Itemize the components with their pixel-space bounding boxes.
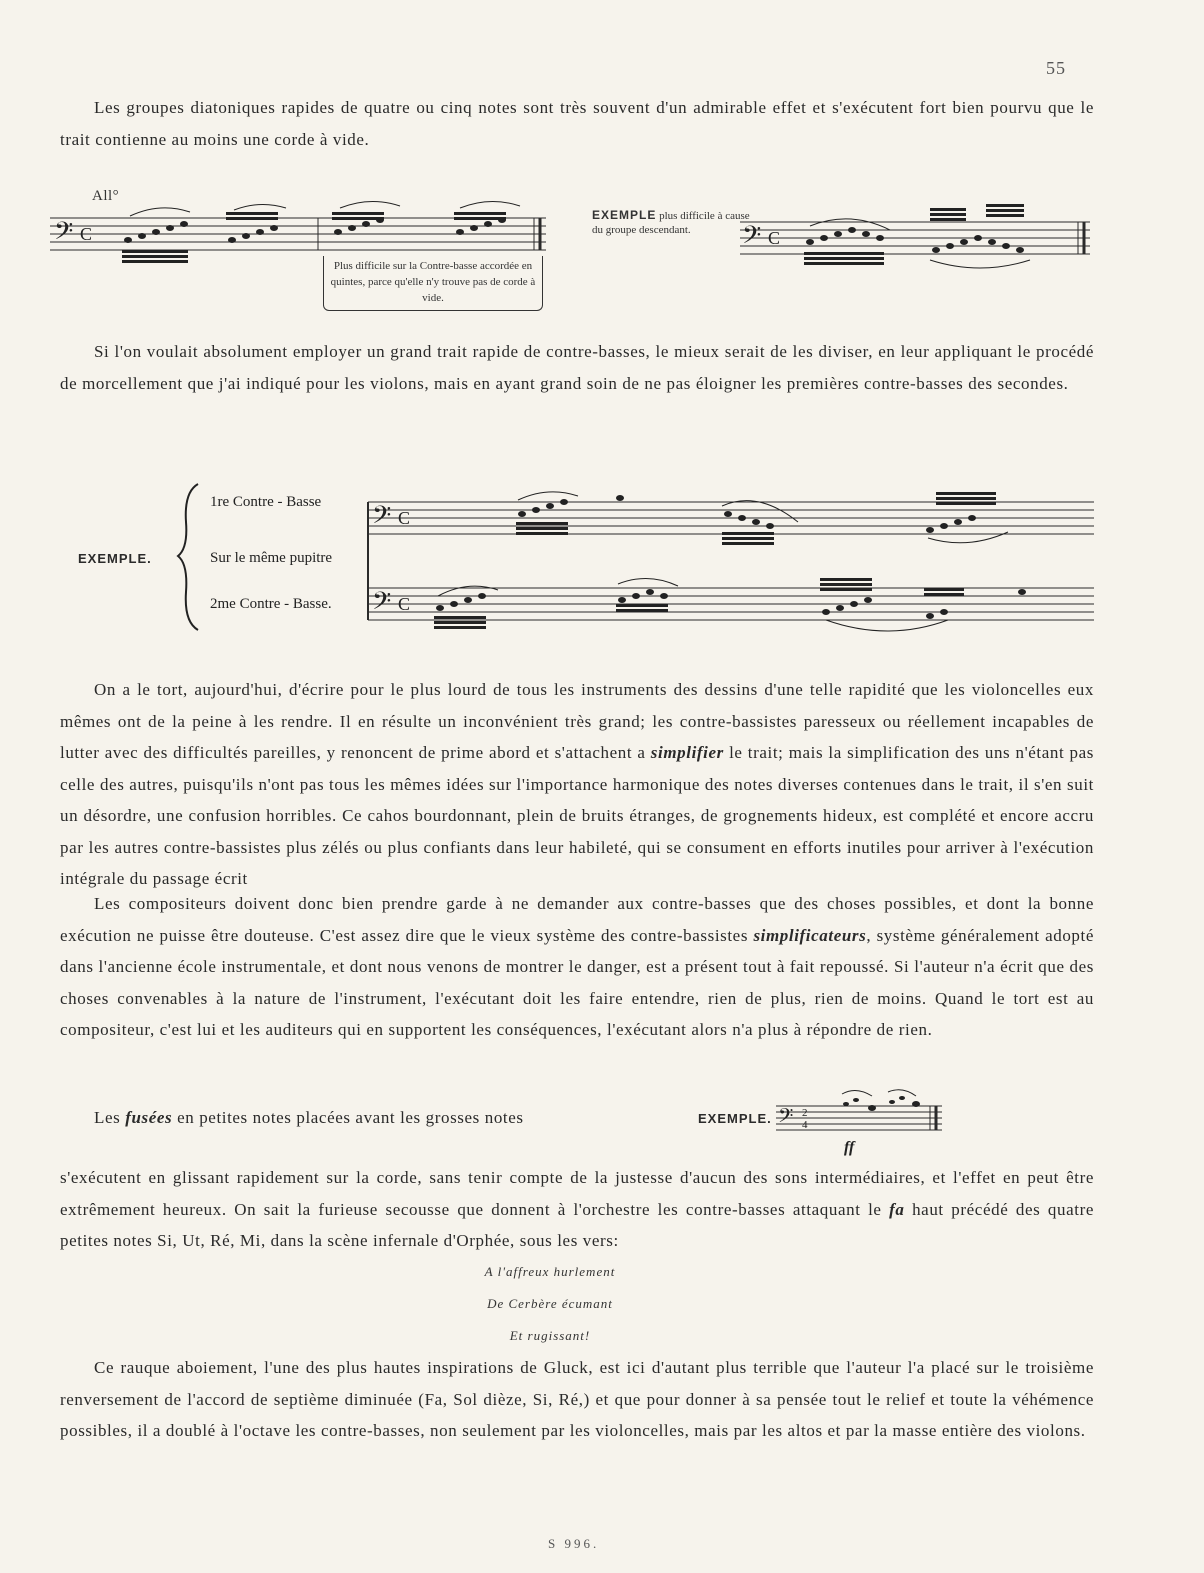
svg-text:C: C xyxy=(768,228,781,248)
emphasis-simplifier: simplifier xyxy=(650,743,724,762)
svg-text:𝄢: 𝄢 xyxy=(372,502,392,535)
svg-text:𝄢: 𝄢 xyxy=(372,588,392,621)
svg-text:C: C xyxy=(398,594,411,614)
brace xyxy=(176,482,206,632)
svg-text:𝄢: 𝄢 xyxy=(778,1106,794,1132)
paragraph-rapid-passages: On a le tort, aujourd'hui, d'écrire pour le plus lourd de tous les instruments des dessins d'une telle rapidité que les violoncelles eux mêmes ont de la peine à les rendre. Il en résulte un inconvénient très grand; les contre-bassistes paresseux ou réellement incapables de lutter avec des difficultés pareilles, y renoncent de prime abord et s'attachent a simplifier le trait; mais la simplification des uns n'étant pas celle des autres, puisqu'ils n'ont pas tous les mêmes idées sur l'importance harmonique des notes diverses contenues dans le trait, il s'en suit un désordre, une confusion horribles. Ce cahos bourdonnant, plein de bruits étranges, de grognements hideux, est complété et encore accru par les autres contre-bassistes plus zélés ou plus confiants dans leur habileté, qui se consument en efforts inutiles pour arriver à l'exécution intégrale du passage écrit xyxy=(60,680,1094,888)
paragraph-diatonic-groups: Les groupes diatoniques rapides de quatre ou cinq notes sont très souvent d'un admirable effet et s'exécutent fort bien pourvu que le trait contienne au moins une corde à vide. xyxy=(60,98,1094,149)
plate-number: S 996. xyxy=(548,1536,600,1551)
tempo-marking: All° xyxy=(92,188,120,204)
example-4-label: EXEMPLE. xyxy=(698,1111,772,1126)
dynamic-marking: ff xyxy=(844,1139,855,1156)
example-2-note: plus difficile à cause du groupe descendant. xyxy=(592,210,750,236)
verse-line-1: A l'affreux hurlement xyxy=(484,1264,616,1279)
svg-text:𝄢: 𝄢 xyxy=(54,218,74,251)
svg-text:C: C xyxy=(80,224,93,244)
part-middle-label: Sur le même pupitre xyxy=(210,550,333,566)
paragraph-fusees: Les fusées en petites notes placées avant les grosses notes xyxy=(94,1108,524,1127)
example-3-label: EXEMPLE. xyxy=(78,551,152,566)
music-staff-example-2 xyxy=(740,214,1090,274)
emphasis-fa: fa xyxy=(889,1199,905,1219)
paragraph-glissando: s'exécutent en glissant rapidement sur la corde, sans tenir compte de la justesse d'aucun des sons intermédiaires, et l'effet en peut être extrêmement heureux. On sait la furieuse secousse que donnent à l'orchestre les contre-basses attaquant le fa haut précédé des quatre petites notes Si, Ut, Ré, Mi, dans la scène infernale d'Orphée, sous les vers: xyxy=(60,1168,1094,1250)
part-2-label: 2me Contre - Basse. xyxy=(210,596,332,612)
svg-text:4: 4 xyxy=(802,1119,808,1131)
difficulty-note-box: Plus difficile sur la Contre-basse accordée en quintes, parce qu'elle n'y trouve pas de corde à vide. xyxy=(323,256,543,311)
music-staff-example-3 xyxy=(368,492,1098,632)
verse-line-2: De Cerbère écumant xyxy=(487,1296,613,1311)
emphasis-simplificateurs: simplificateurs xyxy=(753,925,867,945)
svg-text:2: 2 xyxy=(802,1107,808,1119)
paragraph-gluck: Ce rauque aboiement, l'une des plus hautes inspirations de Gluck, est ici d'autant plus terrible que l'auteur l'a placé sur le troisième renversement de l'accord de septième diminuée (Fa, Sol dièze, Si, Ré,) et que pour donner à sa pensée tout le relief et toute la véhémence possibles, il a doublé à l'octave les contre-basses, non seulement par les violoncelles, mais par les altos et par la masse entière des violons. xyxy=(60,1358,1094,1440)
paragraph-composers: Les compositeurs doivent donc bien prendre garde à ne demander aux contre-basses que des choses possibles, et dont la bonne exécution ne puisse être douteuse. C'est assez dire que le vieux système des contre-bassistes simplificateurs, système généralement adopté dans l'ancienne école instrumentale, et dont nous venons de montrer le danger, est a présent tout à fait repoussé. Si l'auteur n'a écrit que des choses convenables à la nature de l'instrument, l'exécutant doit les faire entendre, rien de plus, rien de moins. Quand le tort est au compositeur, c'est lui et les auditeurs qui en supportent les conséquences, l'exécutant alors n'a plus à répondre de rien. xyxy=(60,894,1094,1039)
music-staff-example-4 xyxy=(776,1094,946,1154)
emphasis-fusees: fusées xyxy=(125,1108,173,1127)
example-2-label: EXEMPLE xyxy=(592,208,657,222)
svg-text:𝄢: 𝄢 xyxy=(742,222,762,255)
part-1-label: 1re Contre - Basse xyxy=(210,494,322,510)
paragraph-division: Si l'on voulait absolument employer un grand trait rapide de contre-basses, le mieux serait de les diviser, en leur appliquant le procédé de morcellement que j'ai indiqué pour les violons, mais en ayant grand soin de ne pas éloigner les premières contre-basses des secondes. xyxy=(60,342,1094,393)
example-2-caption xyxy=(592,208,752,237)
svg-text:C: C xyxy=(398,508,411,528)
verse-line-3: Et rugissant! xyxy=(509,1328,591,1343)
page-number: 55 xyxy=(1046,58,1066,78)
